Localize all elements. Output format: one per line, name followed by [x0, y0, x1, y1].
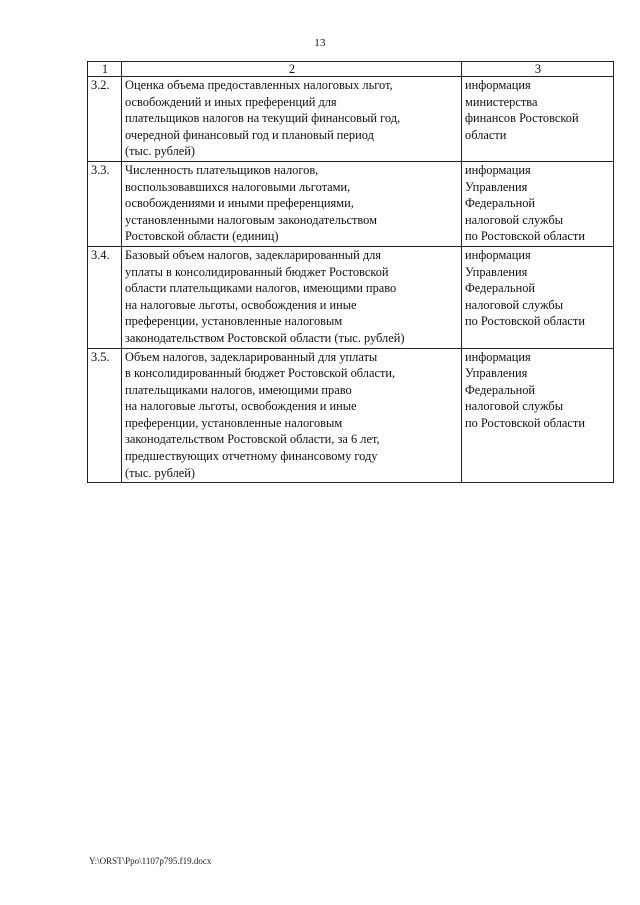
table-row	[88, 161, 614, 246]
source-line: Управления	[465, 179, 528, 194]
indicator-description	[122, 161, 462, 246]
source-line: налоговой службы	[465, 399, 564, 414]
description-line: преференции, установленные налоговым	[125, 415, 343, 430]
description-line: Ростовской области (единиц)	[125, 229, 279, 244]
table-body	[88, 77, 614, 483]
column-header-1: 1	[88, 62, 122, 77]
data-source	[462, 161, 614, 246]
data-source	[462, 77, 614, 162]
description-line: очередной финансовый год и плановый период	[125, 127, 374, 142]
page-number: 13	[314, 37, 326, 49]
source-line: Федеральной	[465, 281, 536, 296]
description-line: уплаты в консолидированный бюджет Ростовской	[125, 264, 389, 279]
description-line: законодательством Ростовской области (тыс. рублей)	[125, 330, 405, 345]
table-row	[88, 77, 614, 162]
description-line: на налоговые льготы, освобождения и иные	[125, 399, 357, 414]
description-line: предшествующих отчетному финансовому году	[125, 449, 378, 464]
source-line: налоговой службы	[465, 297, 564, 312]
table-header-row	[88, 62, 614, 77]
description-line: законодательством Ростовской области, за 6 лет,	[125, 432, 380, 447]
description-line: (тыс. рублей)	[125, 465, 196, 480]
data-source	[462, 246, 614, 348]
source-line: финансов Ростовской	[465, 111, 579, 126]
source-line: по Ростовской области	[465, 314, 585, 329]
source-line: по Ростовской области	[465, 415, 585, 430]
indicator-description	[122, 348, 462, 483]
description-line: плательщиками налогов, имеющими право	[125, 382, 352, 397]
indicators-table	[87, 61, 614, 483]
row-number: 3.5.	[88, 348, 122, 483]
description-line: установленными налоговым законодательством	[125, 212, 377, 227]
description-line: Оценка объема предоставленных налоговых льгот,	[125, 78, 393, 92]
table-row	[88, 348, 614, 483]
source-line: области	[465, 127, 507, 142]
description-line: области плательщиками налогов, имеющими право	[125, 281, 397, 296]
source-line: Управления	[465, 366, 528, 381]
description-line: преференции, установленные налоговым	[125, 314, 343, 329]
data-source	[462, 348, 614, 483]
table-row	[88, 246, 614, 348]
description-line: освобождений и иных преференций для	[125, 94, 337, 109]
source-line: Федеральной	[465, 196, 536, 211]
description-line: воспользовавшихся налоговыми льготами,	[125, 179, 351, 194]
column-header-2: 2	[122, 62, 462, 77]
description-line: Базовый объем налогов, задекларированный для	[125, 247, 382, 262]
row-number: 3.4.	[88, 246, 122, 348]
source-line: по Ростовской области	[465, 229, 585, 244]
source-line: Управления	[465, 264, 528, 279]
source-line: информация	[465, 78, 531, 92]
description-line: Численность плательщиков налогов,	[125, 162, 319, 177]
column-header-3: 3	[462, 62, 614, 77]
description-line: в консолидированный бюджет Ростовской области,	[125, 366, 396, 381]
source-line: информация	[465, 349, 531, 364]
description-line: (тыс. рублей)	[125, 144, 196, 159]
description-line: освобождениями и иными преференциями,	[125, 196, 354, 211]
description-line: плательщиков налогов на текущий финансовый год,	[125, 111, 401, 126]
source-line: Федеральной	[465, 382, 536, 397]
source-line: налоговой службы	[465, 212, 564, 227]
description-line: Объем налогов, задекларированный для уплаты	[125, 349, 378, 364]
row-number: 3.2.	[88, 77, 122, 162]
description-line: на налоговые льготы, освобождения и иные	[125, 297, 357, 312]
row-number: 3.3.	[88, 161, 122, 246]
source-line: министерства	[465, 94, 538, 109]
indicator-description	[122, 246, 462, 348]
source-line: информация	[465, 247, 531, 262]
file-path-footer: Y:\ORST\Ppo\1107p795.f19.docx	[89, 856, 212, 866]
indicator-description	[122, 77, 462, 162]
source-line: информация	[465, 162, 531, 177]
